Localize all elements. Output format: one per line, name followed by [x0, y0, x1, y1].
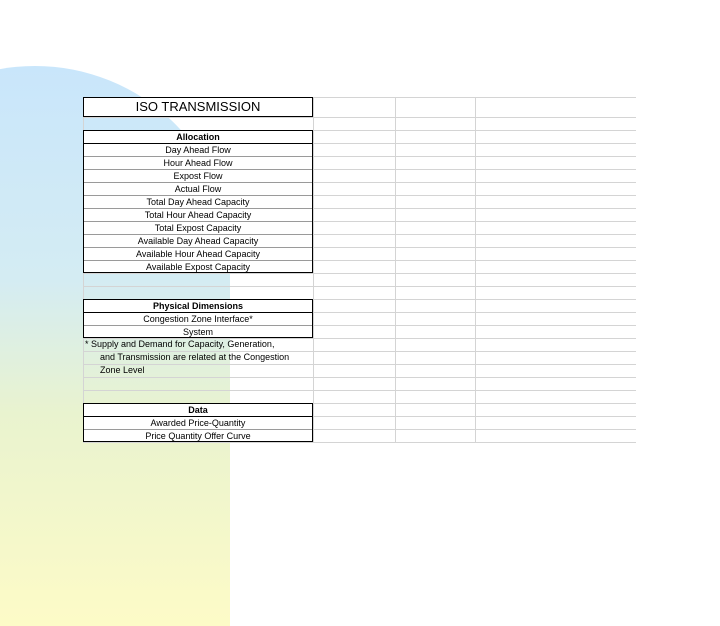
- grid-line: [83, 377, 636, 378]
- footnote-line: Zone Level: [100, 365, 145, 375]
- physical-dimensions-item: System: [182, 327, 213, 337]
- allocation-item: Available Expost Capacity: [146, 262, 250, 272]
- grid-line: [83, 390, 636, 391]
- title-box: [83, 97, 313, 117]
- grid-line-vertical: [395, 97, 396, 443]
- data-item: Awarded Price-Quantity: [84, 417, 312, 430]
- grid-line: [83, 117, 636, 118]
- physical-dimensions-item: Congestion Zone Interface*: [84, 313, 312, 326]
- allocation-item: Available Hour Ahead Capacity: [84, 248, 312, 261]
- footnote-line: * Supply and Demand for Capacity, Generation,: [85, 339, 275, 349]
- allocation-item: Hour Ahead Flow: [84, 157, 312, 170]
- data-item: Price Quantity Offer Curve: [145, 431, 251, 441]
- allocation-header: Allocation: [84, 131, 312, 144]
- allocation-box: [83, 130, 313, 273]
- spreadsheet-area: [83, 97, 636, 443]
- allocation-item: Actual Flow: [84, 183, 312, 196]
- allocation-item: Available Day Ahead Capacity: [84, 235, 312, 248]
- allocation-item: Total Day Ahead Capacity: [84, 196, 312, 209]
- allocation-item: Total Hour Ahead Capacity: [84, 209, 312, 222]
- physical-dimensions-header: Physical Dimensions: [84, 300, 312, 313]
- footnote-line: and Transmission are related at the Congestion: [100, 352, 290, 362]
- grid-line-vertical: [313, 97, 314, 443]
- page-title: ISO TRANSMISSION: [135, 99, 261, 114]
- grid-line-vertical: [475, 97, 476, 443]
- data-box: [83, 403, 313, 442]
- allocation-item: Expost Flow: [84, 170, 312, 183]
- grid-line: [83, 286, 636, 287]
- data-header: Data: [84, 404, 312, 417]
- physical-dimensions-box: [83, 299, 313, 338]
- allocation-item: Day Ahead Flow: [84, 144, 312, 157]
- allocation-item: Total Expost Capacity: [84, 222, 312, 235]
- footnote: [85, 338, 325, 377]
